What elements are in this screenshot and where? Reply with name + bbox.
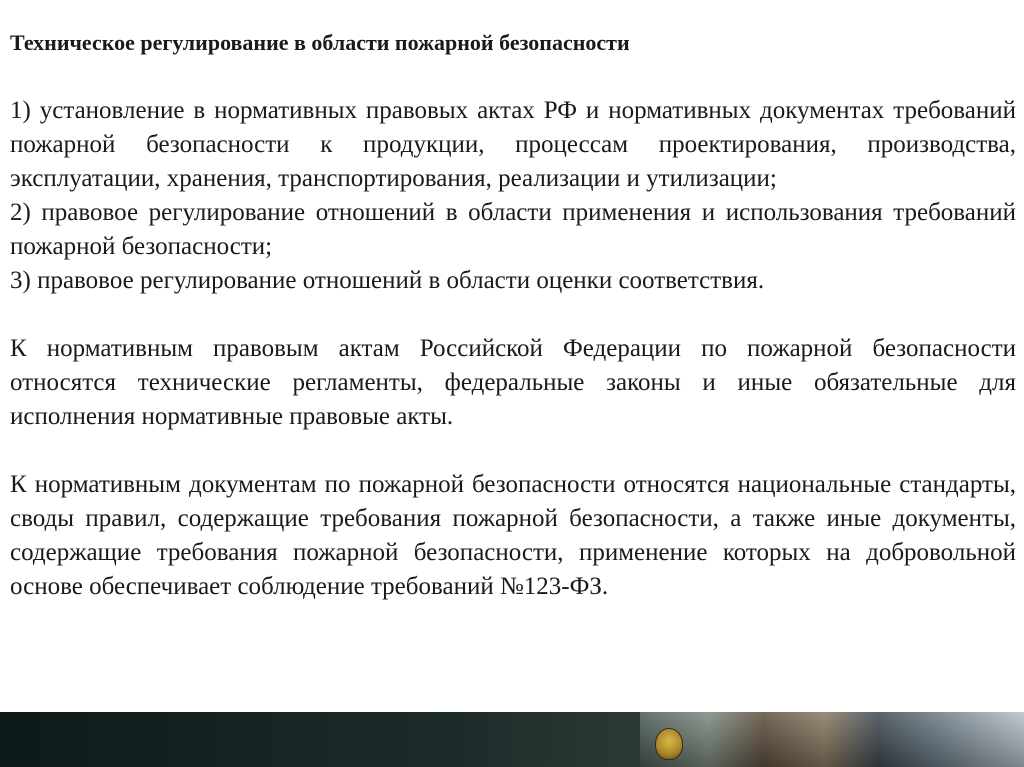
list-item-2: 2) правовое регулирование отношений в области применения и использования требований пожарной безопасности; xyxy=(10,199,1016,260)
spacer xyxy=(10,434,1016,468)
footer-photo-strip xyxy=(640,712,1024,767)
slide-title: Техническое регулирование в области пожарной безопасности xyxy=(10,30,630,55)
spacer xyxy=(10,298,1016,332)
slide-content xyxy=(10,26,1016,604)
list-item-3: 3) правовое регулирование отношений в области оценки соответствия. xyxy=(10,267,765,294)
paragraph-legal-acts: К нормативным правовым актам Российской Федерации по пожарной безопасности относятся технические регламенты, федеральные законы и иные обязательные для исполнения нормативные правовые акты. xyxy=(10,335,1016,430)
emblem-icon xyxy=(655,728,683,760)
footer-band xyxy=(0,712,1024,767)
paragraph-normative-documents: К нормативным документам по пожарной безопасности относятся национальные стандарты, своды правил, содержащие требования пожарной безопасности, а также иные документы, содержащие требования пожарной безопасности, применение которых на добровольной основе обеспечивает соблюдение требований №123-ФЗ. xyxy=(10,471,1016,600)
list-item-1: 1) установление в нормативных правовых актах РФ и нормативных документах требований пожарной безопасности к продукции, процессам проектирования, производства, эксплуатации, хранения, транспортирования, реализации и утилизации; xyxy=(10,97,1016,192)
